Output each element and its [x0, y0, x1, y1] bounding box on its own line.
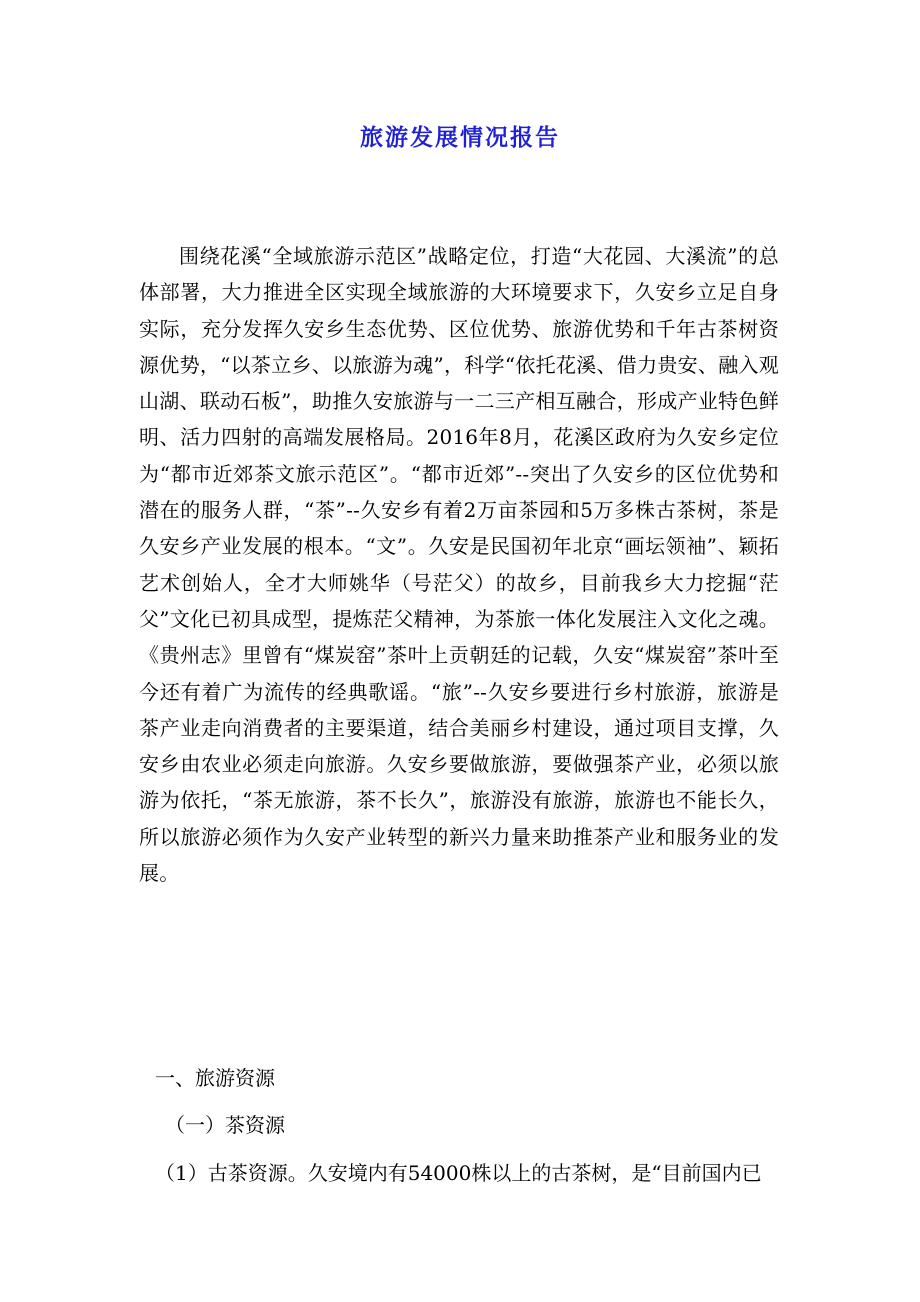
intro-paragraph: 围绕花溪“全域旅游示范区”战略定位，打造“大花园、大溪流”的总体部署，大力推进全区实现全域旅游的大环境要求下，久安乡立足自身实际，充分发挥久安乡生态优势、区位优势、旅游优势和千年古茶树资源优势，“以茶立乡、以旅游为魂”，科学“依托花溪、借力贵安、融入观山湖、联动石板”，助推久安旅游与一二三产相互融合，形成产业特色鲜明、活力四射的高端发展格局。2016年8月，花溪区政府为久安乡定位为“都市近郊茶文旅示范区”。“都市近郊”--突出了久安乡的区位优势和潜在的服务人群，“茶”--久安乡有着2万亩茶园和5万多株古茶树，茶是久安乡产业发展的根本。“文”。久安是民国初年北京“画坛领袖”、颖拓艺术创始人，全才大师姚华（号茫父）的故乡，目前我乡大力挖掘“茫父”文化已初具成型，提炼茫父精神，为茶旅一体化发展注入文化之魂。《贵州志》里曾有“煤炭窑”茶叶上贡朝廷的记载，久安“煤炭窑”茶叶至今还有着广为流传的经典歌谣。“旅”--久安乡要进行乡村旅游，旅游是茶产业走向消费者的主要渠道，结合美丽乡村建设，通过项目支撑，久安乡由农业必须走向旅游。久安乡要做旅游，要做强茶产业，必须以旅游为依托，“茶无旅游，茶不长久”，旅游没有旅游，旅游也不能长久，所以旅游必须作为久安产业转型的新兴力量来助推茶产业和服务业的发展。: [139, 244, 779, 886]
subsection-heading-tea-resources: （一）茶资源: [165, 1113, 285, 1137]
section-heading-tourism-resources: 一、旅游资源: [155, 1066, 275, 1090]
document-title: 旅游发展情况报告: [360, 125, 560, 151]
list-item-ancient-tea: （1）古茶资源。久安境内有54000株以上的古茶树，是“目前国内已: [155, 1161, 762, 1185]
